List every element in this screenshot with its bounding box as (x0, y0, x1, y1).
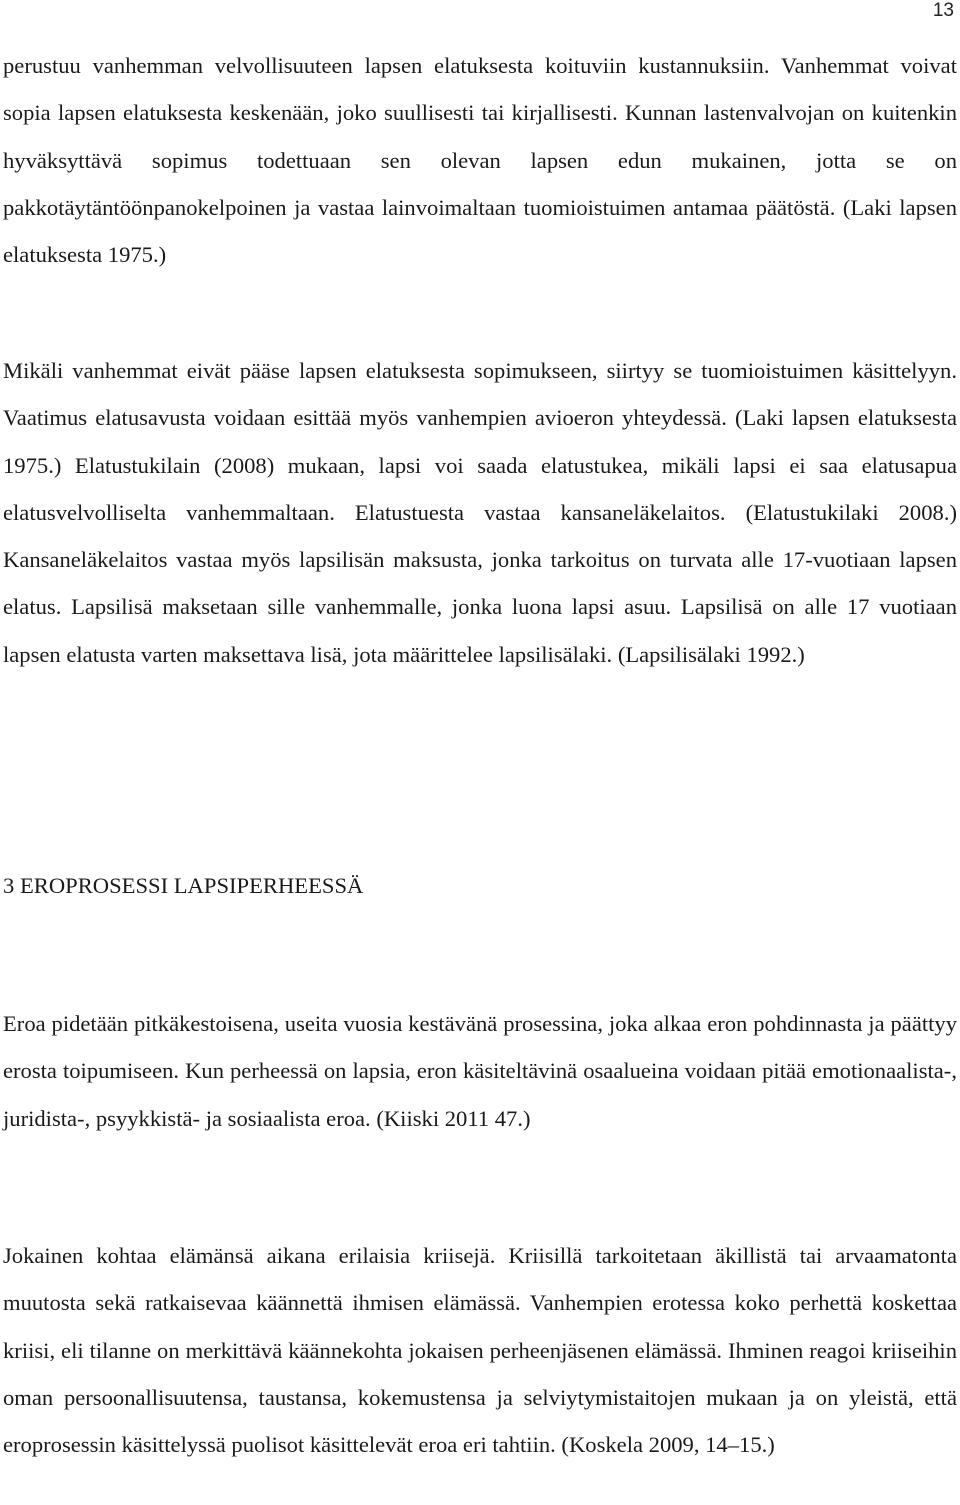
paragraph-child-support-court: Mikäli vanhemmat eivät pääse lapsen elatuksesta sopimukseen, siirtyy se tuomioistuimen käsittelyyn. Vaatimus elatusavusta voidaan esittää myös vanhempien avioeron yhteydessä. (Laki lapsen elatuksesta 1975.) Elatustukilain (2008) mukaan, lapsi voi saada elatustukea, mikäli lapsi ei saa elatusapua elatusvelvolliselta vanhemmaltaan. Elatustuesta vastaa kansaneläkelaitos. (Elatustukilaki 2008.) Kansaneläkelaitos vastaa myös lapsilisän maksusta, jonka tarkoitus on turvata alle 17-vuotiaan lapsen elatus. Lapsilisä maksetaan sille vanhemmalle, jonka luona lapsi asuu. Lapsilisä on alle 17 vuotiaan lapsen elatusta varten maksettava lisä, jota määrittelee lapsilisälaki. (Lapsilisälaki 1992.) (3, 358, 957, 667)
paragraph-crisis: Jokainen kohtaa elämänsä aikana erilaisia kriisejä. Kriisillä tarkoitetaan äkillistä tai arvaamatonta muutosta sekä ratkaisevaa käännettä ihmisen elämässä. Vanhempien erotessa koko perhettä koskettaa kriisi, eli tilanne on merkittävä käännekohta jokaisen perheenjäsenen elämässä. Ihminen reagoi kriiseihin oman persoonallisuutensa, taustansa, kokemustensa ja selviytymistaitojen mukaan ja on yleistä, että eroprosessin käsittelyssä puolisot käsittelevät eroa eri tahtiin. (Koskela 2009, 14–15.) (3, 1243, 957, 1458)
paragraph-child-support-agreement: perustuu vanhemman velvollisuuteen lapsen elatuksesta koituviin kustannuksiin. Vanhemmat voivat sopia lapsen elatuksesta keskenään, joko suullisesti tai kirjallisesti. Kunnan lastenvalvojan on kuitenkin hyväksyttävä sopimus todettuaan sen olevan lapsen edun mukainen, jotta se on pakkotäytäntöönpanokelpoinen ja vastaa lainvoimaltaan tuomioistuimen antamaa päätöstä. (Laki lapsen elatuksesta 1975.) (3, 53, 957, 268)
section-heading: 3 EROPROSESSI LAPSIPERHEESSÄ (3, 873, 364, 898)
paragraph-divorce-process: Eroa pidetään pitkäkestoisena, useita vuosia kestävänä prosessina, joka alkaa eron pohdinnasta ja päättyy erosta toipumiseen. Kun perheessä on lapsia, eron käsiteltävinä osaalueina voidaan pitää emotionaalista-, juridista-, psyykkistä- ja sosiaalista eroa. (Kiiski 2011 47.) (3, 1011, 957, 1131)
page-number: 13 (932, 0, 954, 21)
